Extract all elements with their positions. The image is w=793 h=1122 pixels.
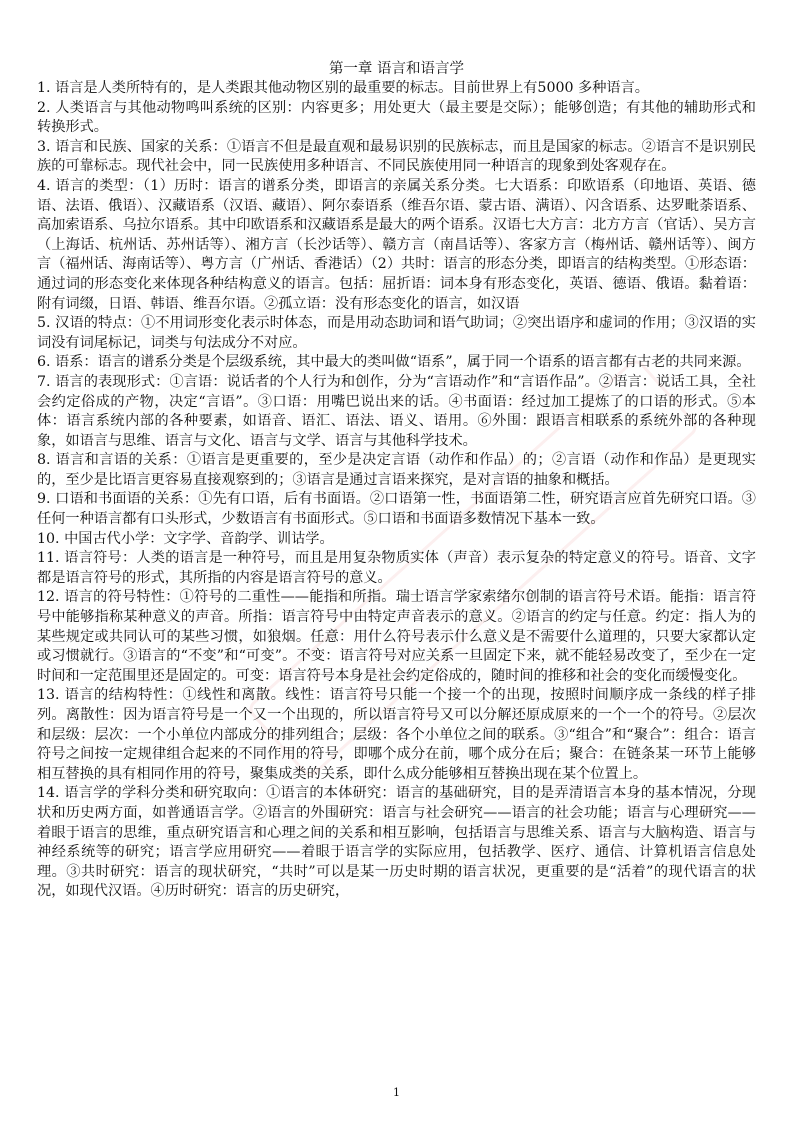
paragraph-12: 12. 语言的符号特性：①符号的二重性——能指和所指。瑞士语言学家索绪尔创制的语言符号术语。能指：语言符号中能够指称某种意义的声音。所指：语言符号中由特定声音表示的意义。②语言的约定与任意。约定：指人为的某些规定或共同认可的某些习惯，如狼烟。任意：用什么符号表示什么意义是不需要什么道理的，只要大家都认定或习惯就行。③语言的“不变”和“可变”。不变：语言符号对应关系一旦固定下来，就不能轻易改变了，至少在一定时间和一定范围里还是固定的。可变：语言符号本身是社会约定俗成的，随时间的推移和社会的变化而缓慢变化。 <box>37 589 756 684</box>
paragraph-13: 13. 语言的结构特性：①线性和离散。线性：语言符号只能一个接一个的出现，按照时间顺序成一条线的样子排列。离散性：因为语言符号是一个又一个出现的，所以语言符号又可以分解还原成原来的一个一个的符号。②层次和层级：层次：一个小单位内部成分的排列组合；层级：各个小单位之间的联系。③“组合”和“聚合”：组合：语言符号之间按一定规律组合起来的不同作用的符号，即哪个成分在前，哪个成分在后；聚合：在链条某一环节上能够相互替换的具有相同作用的符号，聚集成类的关系，即什么成分能够相互替换出现在某个位置上。 <box>37 687 756 782</box>
page-number: 1 <box>393 1086 400 1099</box>
paragraph-4: 4. 语言的类型：（1）历时：语言的谱系分类，即语言的亲属关系分类。七大语系：印欧语系（印地语、英语、德语、法语、俄语）、汉藏语系（汉语、藏语）、阿尔泰语系（维吾尔语、蒙古语、满语）、闪含语系、达罗毗荼语系、高加索语系、乌拉尔语系。其中印欧语系和汉藏语系是最大的两个语系。汉语七大方言：北方方言（官话）、吴方言（上海话、杭州话、苏州话等）、湘方言（长沙话等）、赣方言（南昌话等）、客家方言（梅州话、赣州话等）、闽方言（福州话、海南话等）、粤方言（广州话、香港话）（2）共时：语言的形态分类，即语言的结构类型。①形态语：通过词的形态变化来体现各种结构意义的语言。包括：屈折语：词本身有形态变化，英语、德语、俄语。黏着语：附有词缀，日语、韩语、维吾尔语。②孤立语：没有形态变化的语言，如汉语 <box>37 177 756 312</box>
paragraph-6: 6. 语系：语言的谱系分类是个层级系统，其中最大的类叫做“语系”，属于同一个语系的语言都有古老的共同来源。 <box>37 354 751 371</box>
paragraph-14: 14. 语言学的学科分类和研究取向：①语言的本体研究：语言的基础研究，目的是弄清语言本身的基本情况，分现状和历史两方面，如普通语言学。②语言的外围研究：语言与社会研究——语言的社会功能；语言与心理研究——着眼于语言的思维，重点研究语言和心理之间的关系和相互影响，包括语言与思维关系、语言与大脑构造、语言与神经系统等的研究；语言学应用研究——着眼于语言学的实际应用，包括教学、医疗、通信、计算机语言信息处理。③共时研究：语言的现状研究，“共时”可以是某一历史时期的语言状况，更重要的是“活着”的现代语言的状况，如现代汉语。④历时研究：语言的历史研究， <box>37 785 756 900</box>
paragraph-11: 11. 语言符号：人类的语言是一种符号，而且是用复杂物质实体（声音）表示复杂的特定意义的符号。语音、文字都是语言符号的形式，其所指的内容是语言符号的意义。 <box>37 550 756 586</box>
paragraph-5: 5. 汉语的特点：①不用词形变化表示时体态，而是用动态助词和语气助词；②突出语序和虚词的作用；③汉语的实词没有词尾标记，词类与句法成分不对应。 <box>37 315 756 351</box>
paragraph-1: 1. 语言是人类所特有的，是人类跟其他动物区别的最重要的标志。目前世界上有5000 多种语言。 <box>37 80 649 96</box>
chapter-title: 第一章 语言和语言学 <box>328 61 465 77</box>
paragraph-7: 7. 语言的表现形式：①言语：说话者的个人行为和创作，分为“言语动作”和“言语作品”。②语言：说话工具，全社会约定俗成的产物，决定“言语”。③口语：用嘴巴说出来的话。④书面语：经过加工提炼了的口语的形式。⑤本体：语言系统内部的各种要素，如语音、语汇、语法、语义、语用。⑥外围：跟语言相联系的系统外部的各种现象，如语言与思维、语言与文化、语言与文学、语言与其他科学技术。 <box>37 373 756 449</box>
paragraph-9: 9. 口语和书面语的关系：①先有口语，后有书面语。②口语第一性，书面语第二性，研究语言应首先研究口语。③任何一种语言都有口头形式，少数语言有书面形式。⑤口语和书面语多数情况下基本一致。 <box>37 491 756 528</box>
paragraph-10: 10. 中国古代小学：文字学、音韵学、训诂学。 <box>37 530 334 547</box>
paragraph-3: 3. 语言和民族、国家的关系：①语言不但是最直观和最易识别的民族标志，而且是国家的标志。②语言不是识别民族的可靠标志。现代社会中，同一民族使用多种语言、不同民族使用同一种语言的现象到处客观存在。 <box>37 138 756 175</box>
paragraph-8: 8. 语言和言语的关系：①语言是更重要的，至少是决定言语（动作和作品）的；②言语（动作和作品）是更现实的，至少是比语言更容易直接观察到的；③语言是通过言语来探究，是对言语的抽象和概括。 <box>37 452 756 488</box>
paragraph-2: 2. 人类语言与其他动物鸣叫系统的区别：内容更多；用处更大（最主要是交际）；能够创造；有其他的辅助形式和转换形式。 <box>37 99 756 136</box>
page-content <box>37 59 756 902</box>
